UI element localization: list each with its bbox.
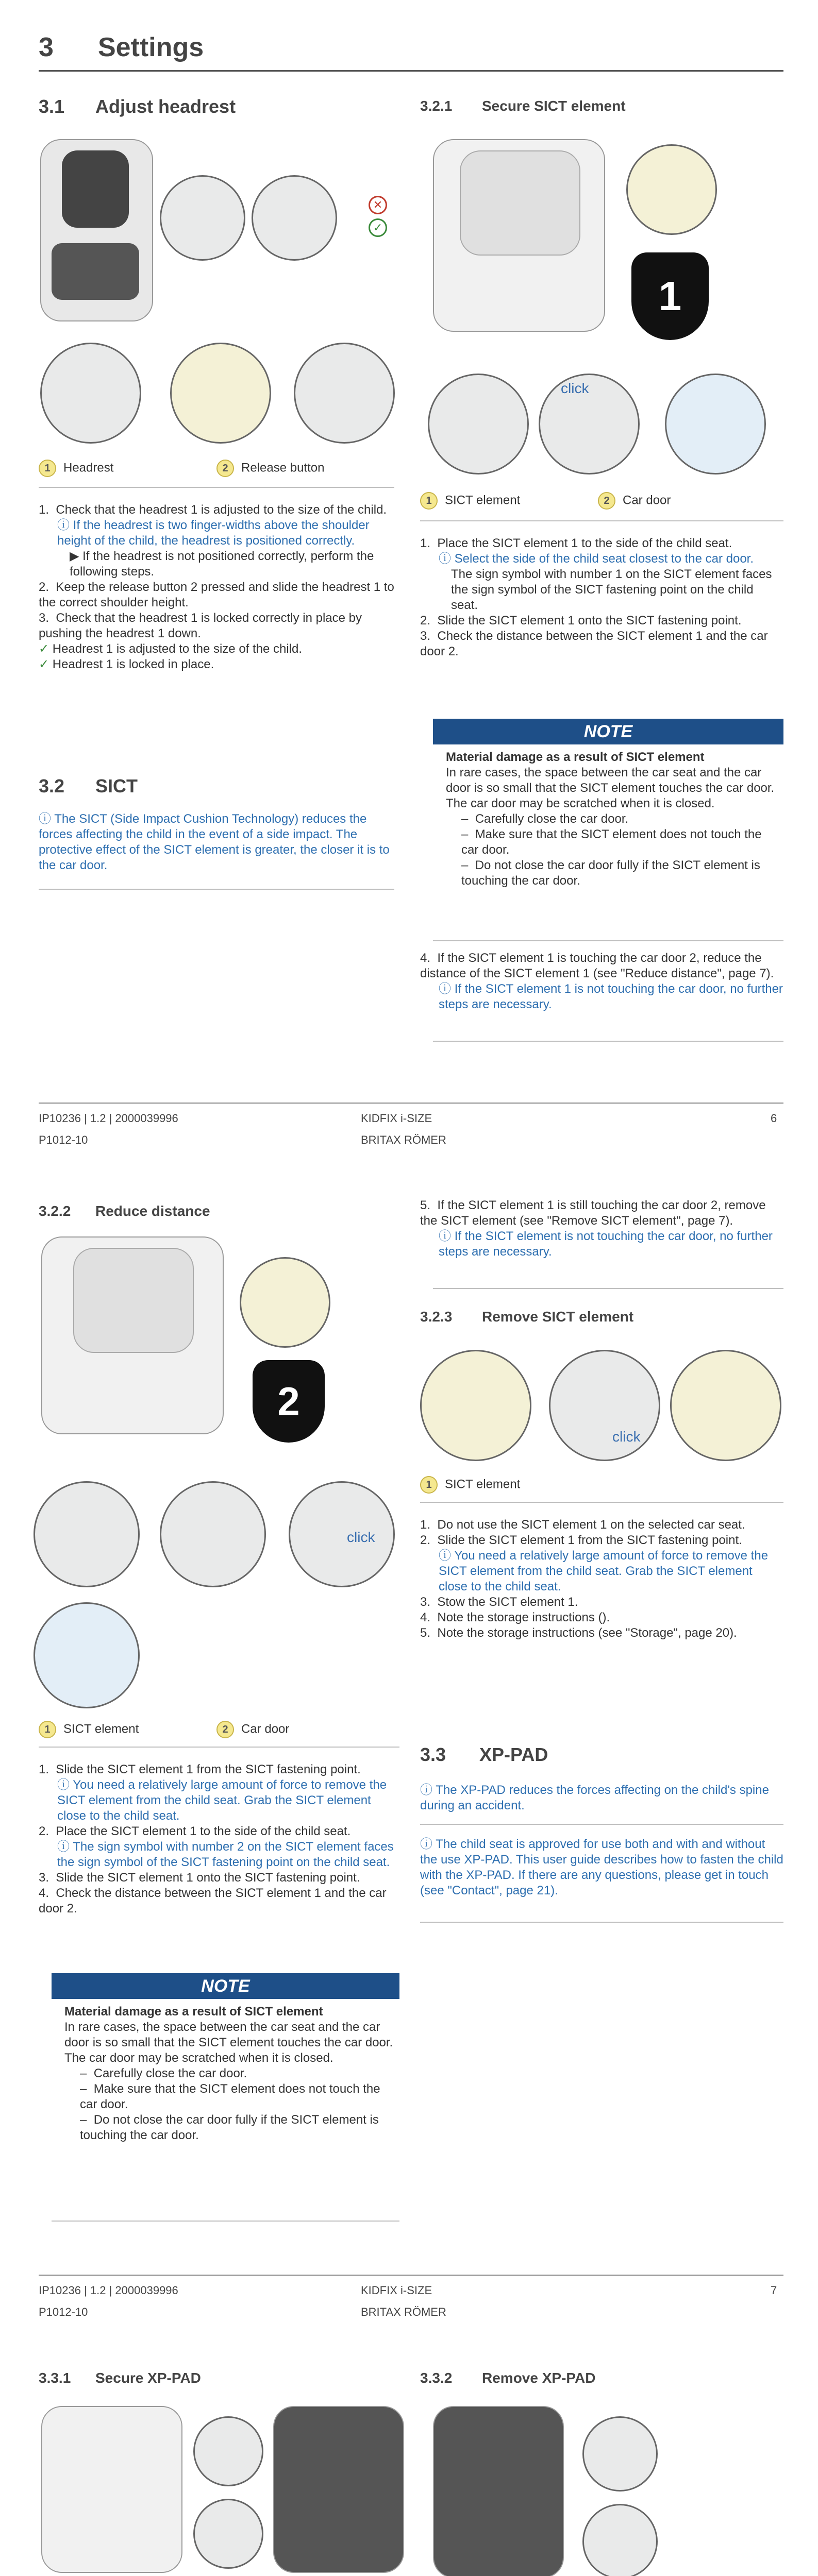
section-title: Settings [98,32,204,62]
divider [39,70,783,72]
divider [420,1824,783,1825]
s323-number: 3.2.3 [420,1309,453,1325]
slide-sict-illustration: click [539,374,640,474]
s323-steps: 1. Do not use the SICT element 1 on the selected car seat. 2. Slide the SICT element 1 from the SICT fastening point. ⓘ You need a relatively large amount of force to remove the SICT element from the child seat. Grab the SICT element close to the child seat. 3. Stow the SICT element 1. 4. Note the storage instructions (). 5. Note the storage instructions (see "Storage", page 20). [420,1518,769,1640]
grab-sict-illustration [420,1350,531,1461]
xp-seat-back-illustration [273,2406,404,2573]
reattach-sict-illustration: click [289,1481,395,1587]
sign-symbol-icon: 2 [253,1360,325,1443]
sign-symbol-icon: 1 [631,252,709,340]
s321-title: Secure SICT element [482,98,626,114]
divider [433,1288,783,1289]
s322-steps-a: 1. Slide the SICT element 1 from the SICT fastening point. ⓘ You need a relatively large amount of force to remove the SICT element from the child seat. Grab the SICT element close to the child seat. 2. Place the SICT element 1 to the side of the child seat. ⓘ The sign symbol with number 2 on the SICT element faces the sign symbol of the SICT fastening point on the child seat. 3. Slide the SICT element 1 onto the SICT fastening point. 4. Check the distance between the SICT element 1 and the car door 2. [39,1762,394,1916]
child-seat-illustration [40,139,153,321]
divider [420,520,783,521]
child-headrest-illustration [252,175,337,261]
xp-seat-back-illustration [433,2406,564,2576]
divider [39,1747,399,1748]
legend-item-release-button: 2 Release button [216,460,324,477]
note-content: Material damage as a result of SICT element In rare cases, the space between the car seat and the car door is so small that the SICT element touches the car door. The car door may be scratched when it is closed. – Carefully close the car door. – Make sure that the SICT element does not touch the car door. – Do not close the car door fully if the SICT element is touching the car door. [446,750,775,888]
s33-info-2: ⓘ The child seat is approved for use both and with and without the use XP-PAD. This user guide describes how to fasten the child with the XP-PAD. If there are any questions, please get in touch (see "Contact", page 21). [420,1837,783,1897]
legend-item-car-door: 2 Car door [216,1721,289,1738]
s323-title: Remove SICT element [482,1309,634,1325]
pull-sict-illustration: click [549,1350,660,1461]
s321-steps-b: 4. If the SICT element 1 is touching the car door 2, reduce the distance of the SICT element 1 (see "Reduce distance", page 7). ⓘ If the SICT element 1 is not touching the car door, no further steps are necessary. [420,951,783,1011]
xp-pad-closeup [582,2416,658,2492]
reduce-seat-illustration [41,1236,224,1434]
divider [39,889,394,890]
place-sict-illustration [428,374,529,474]
car-door-distance-illustration [34,1602,140,1708]
s322-title: Reduce distance [95,1203,210,1219]
footer-page-number: 7 [771,2284,777,2297]
divider [420,1502,783,1503]
legend-item-sict-element: 1 SICT element [420,492,520,510]
sict-element-closeup [240,1257,330,1348]
s31-title: Adjust headrest [95,96,236,117]
correct-incorrect-markers: ✕ ✓ [338,196,394,237]
s31-number: 3.1 [39,96,65,117]
note-banner: NOTE [433,719,783,744]
divider [433,1041,783,1042]
s321-steps-a: 1. Place the SICT element 1 to the side of the child seat. ⓘ Select the side of the child seat closest to the car door. The sign symbol with number 1 on the SICT element faces the sign symbol of the SICT fastening point on the child seat. 2. Slide the SICT element 1 onto the SICT fastening point. 3. Check the distance between the SICT element 1 and the car door 2. [420,536,772,658]
s331-title: Secure XP-PAD [95,2370,201,2386]
footer-rule [39,1103,783,1104]
xp-seat-illustration [41,2406,182,2573]
divider [420,1922,783,1923]
remove-sict-illustration [34,1481,140,1587]
s33-number: 3.3 [420,1744,446,1765]
s31-steps: 1. Check that the headrest 1 is adjusted to the size of the child. ⓘ If the headrest is two finger-widths above the shoulder height of the child, the headrest is positioned correctly. ▶ If the headrest is not positioned correctly, perform the following steps. 2. Keep the release button 2 pressed and slide the headrest 1 to the correct shoulder height. 3. Check that the headrest 1 is locked correctly in place by pushing the headrest 1 down. ✓ Headrest 1 is adjusted to the size of the child. ✓ Headrest 1 is locked in place. [39,503,394,671]
footer-code: P1012-10 [39,1133,88,1146]
xp-pad-closeup [193,2416,263,2486]
belt-holder-closeup [193,2499,263,2569]
headrest-closeup [582,2504,658,2576]
note-content: Material damage as a result of SICT element In rare cases, the space between the car seat and the car door is so small that the SICT element touches the car door. The car door may be scratched when it is closed. – Carefully close the car door. – Make sure that the SICT element does not touch the car door. – Do not close the car door fully if the SICT element is touching the car door. [64,2005,393,2142]
note-banner: NOTE [52,1973,399,1999]
footer-product: KIDFIX i-SIZE [361,2284,432,2297]
car-door-distance-illustration [665,374,766,474]
footer-page-number: 6 [771,1112,777,1125]
legend-item-sict-element: 1 SICT element [39,1721,139,1738]
footer-brand: BRITAX RÖMER [361,2306,446,2318]
slide-headrest-illustration [170,343,271,444]
section-number: 3 [39,32,54,62]
divider [39,487,394,488]
stow-sict-illustration [670,1350,781,1461]
footer-brand: BRITAX RÖMER [361,1133,446,1146]
footer-product: KIDFIX i-SIZE [361,1112,432,1125]
s33-info-1: ⓘ The XP-PAD reduces the forces affecting on the child's spine during an accident. [420,1783,769,1812]
legend-item-headrest: 1 Headrest [39,460,113,477]
footer-rule [39,2275,783,2276]
s322-steps-b: 5. If the SICT element 1 is still touching the car door 2, remove the SICT element (see "Remove SICT element", page 7). ⓘ If the SICT element is not touching the car door, no further steps are necessary. [420,1198,773,1259]
s33-title: XP-PAD [479,1744,548,1765]
divider [433,940,783,941]
s331-number: 3.3.1 [39,2370,71,2386]
s322-number: 3.2.2 [39,1203,71,1219]
footer-docid: IP10236 | 1.2 | 2000039996 [39,2284,178,2297]
sict-element-closeup [626,144,717,235]
headrest-check-illustration [160,175,245,261]
legend-item-car-door: 2 Car door [598,492,671,510]
legend-item-sict-element: 1 SICT element [420,1476,520,1494]
s321-number: 3.2.1 [420,98,453,114]
release-button-illustration [40,343,141,444]
child-fit-illustration [294,343,395,444]
s32-number: 3.2 [39,775,65,796]
footer-code: P1012-10 [39,2306,88,2318]
s332-title: Remove XP-PAD [482,2370,596,2386]
footer-docid: IP10236 | 1.2 | 2000039996 [39,1112,178,1125]
rotate-sict-illustration [160,1481,266,1587]
s32-info: ⓘ The SICT (Side Impact Cushion Technology) reduces the forces affecting the child in the event of a side impact. The protective effect of the SICT element is greater, the closer it is to the car door. [39,812,390,872]
divider [52,2221,399,2222]
s332-number: 3.3.2 [420,2370,453,2386]
sict-seat-illustration [433,139,605,332]
s32-title: SICT [95,775,138,796]
